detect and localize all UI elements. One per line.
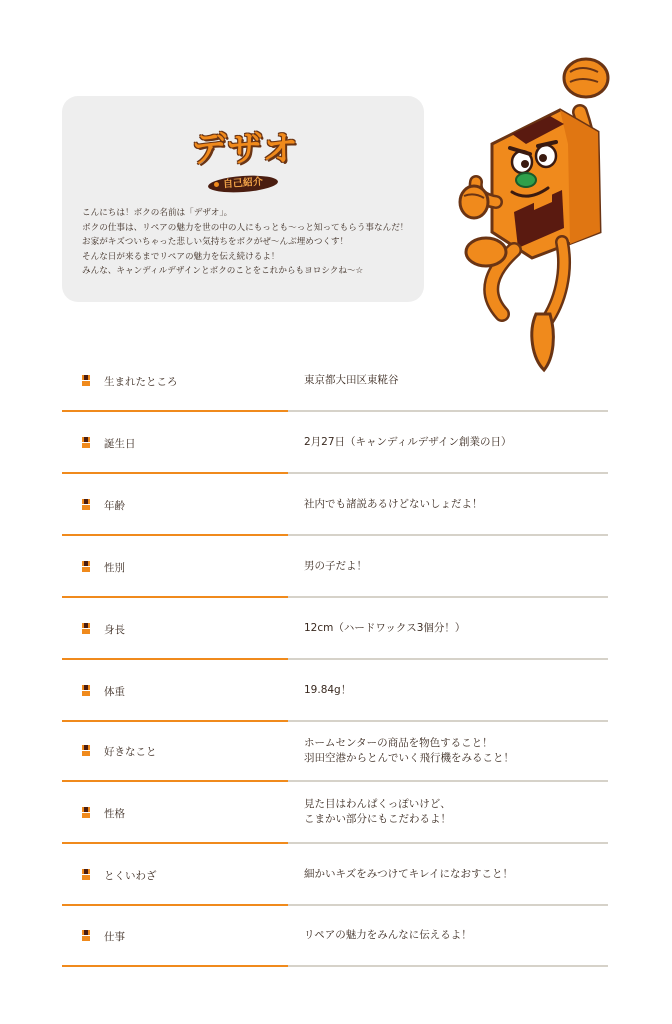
intro-line: お家がキズついちゃった悲しい気持ちをボクがぜ〜んぶ埋めつくす！: [82, 237, 349, 248]
profile-row-personality: [62, 782, 608, 844]
wax-block-icon: [82, 685, 90, 696]
row-label: 好きなこと: [104, 746, 157, 758]
profile-row-likes: [62, 720, 608, 782]
row-value: こまかい部分にもこだわるよ！: [304, 813, 451, 825]
profile-row-age: [62, 474, 608, 536]
intro-line: みんな、キャンディルデザインとボクのことをこれからもヨロシクね〜☆: [82, 266, 364, 277]
row-label: 性別: [104, 562, 125, 574]
intro-card: [62, 96, 424, 302]
self-introduction-badge: 自己紹介: [208, 174, 279, 195]
profile-row-birthplace: [62, 350, 608, 412]
row-value: 社内でも諸説あるけどないしょだよ！: [304, 498, 483, 510]
mascot-name-logo: デザオ: [191, 130, 299, 170]
wax-block-icon: [82, 807, 90, 818]
wax-block-icon: [82, 561, 90, 572]
row-label: 誕生日: [104, 438, 136, 450]
row-label: 仕事: [104, 931, 125, 943]
row-value: リペアの魅力をみんなに伝えるよ！: [304, 929, 472, 941]
profile-row-gender: [62, 536, 608, 598]
row-divider-accent: [62, 965, 288, 967]
row-value: 12cm（ハードワックス3個分！）: [304, 622, 466, 634]
profile-row-birthday: [62, 412, 608, 474]
row-label: とくいわざ: [104, 870, 157, 882]
intro-line: そんな日が来るまでリペアの魅力を伝え続けるよ！: [82, 251, 280, 262]
mascot-illustration-icon: [452, 52, 622, 382]
row-value: ホームセンターの商品を物色すること！: [304, 737, 493, 749]
profile-row-weight: [62, 660, 608, 722]
profile-row-job: [62, 905, 608, 967]
row-label: 体重: [104, 686, 125, 698]
row-label: 身長: [104, 624, 125, 636]
wax-block-icon: [82, 623, 90, 634]
wax-block-icon: [82, 375, 90, 386]
row-label: 年齢: [104, 500, 125, 512]
row-label: 性格: [104, 808, 125, 820]
wax-block-icon: [82, 437, 90, 448]
row-label: 生まれたところ: [104, 376, 178, 388]
intro-line: ボクの仕事は、リペアの魅力を世の中の人にもっとも〜っと知ってもらう事なんだ！: [82, 222, 409, 233]
intro-line: こんにちは！ボクの名前は「デザオ」。: [82, 208, 233, 218]
row-value: 19.84g！: [304, 684, 352, 696]
profile-row-specialty: [62, 844, 608, 906]
wax-block-icon: [82, 930, 90, 941]
row-value: 2月27日（キャンディルデザイン創業の日）: [304, 436, 512, 448]
row-value: 細かいキズをみつけてキレイになおすこと！: [304, 868, 513, 880]
wax-block-icon: [82, 499, 90, 510]
profile-row-height: [62, 598, 608, 660]
row-value: 男の子だよ！: [304, 560, 367, 572]
row-value: 羽田空港からとんでいく飛行機をみること！: [304, 752, 514, 764]
row-value: 東京都大田区東糀谷: [304, 374, 399, 386]
badge-dot-icon: [214, 182, 219, 187]
wax-block-icon: [82, 745, 90, 756]
row-value: 見た目はわんぱくっぽいけど、: [304, 798, 451, 810]
wax-block-icon: [82, 869, 90, 880]
intro-text: [82, 206, 412, 279]
